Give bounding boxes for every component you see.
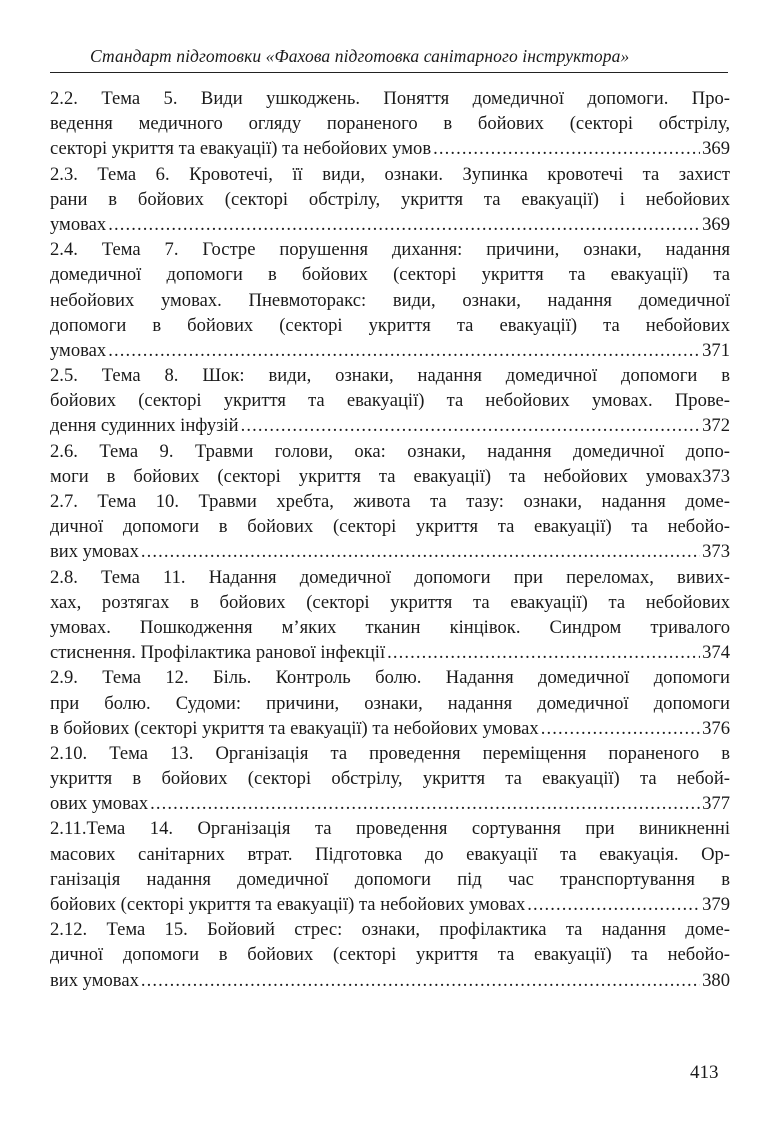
- toc-line: [50, 388, 730, 413]
- toc-line: [50, 766, 730, 791]
- toc-line-text: в бойових (секторі укриття та евакуації) та небойових умовах: [50, 717, 539, 739]
- toc-line-text: 2.5. Тема 8. Шок: види, ознаки, надання домедичної допомоги в: [50, 365, 730, 387]
- toc-page-number: 369: [702, 138, 730, 160]
- toc-page-number: 374: [702, 642, 730, 664]
- dot-leader: [141, 968, 700, 993]
- toc-line-text: 2.9. Тема 12. Біль. Контроль болю. Надання домедичної допомоги: [50, 667, 730, 689]
- toc-page-number: 369: [702, 213, 730, 235]
- toc-line-text: 2.7. Тема 10. Травми хребта, живота та тазу: ознаки, надання доме-: [50, 491, 730, 512]
- dot-leader: [150, 791, 700, 816]
- toc-line-text: при болю. Судоми: причини, ознаки, надання домедичної допомоги: [50, 692, 730, 714]
- toc-line-text: допомоги в бойових (секторі укриття та евакуації) та небойових: [50, 314, 730, 336]
- toc-line-text: укриття в бойових (секторі обстрілу, укриття та евакуації) та небой-: [50, 768, 730, 790]
- dot-leader: [387, 640, 700, 665]
- toc-line-text: секторі укриття та евакуації) та небойових умов: [50, 138, 432, 160]
- toc-line-text: умовах. Пошкодження м’яких тканин кінцівок. Синдром тривалого: [50, 616, 730, 638]
- toc-line-text: вих умовах: [50, 969, 139, 991]
- toc-page-number: 372: [702, 415, 730, 437]
- toc-line: [50, 640, 730, 665]
- toc-line: [50, 892, 730, 917]
- toc-line: [50, 86, 730, 111]
- toc-line: [50, 741, 730, 766]
- toc-line-text: дення судинних інфузій: [50, 415, 239, 437]
- toc-line: [50, 867, 730, 892]
- running-header: [50, 40, 728, 73]
- toc-line-text: моги в бойових (секторі укриття та евакуації) та небойових умовах373: [50, 465, 730, 487]
- toc-line: [50, 212, 730, 237]
- toc-line-text: 2.11.Тема 14. Організація та проведення сортування при виникненні: [50, 818, 730, 840]
- toc-line: [50, 363, 730, 388]
- dot-leader: [527, 892, 700, 917]
- toc-line-text: стиснення. Профілактика ранової інфекції: [50, 642, 386, 664]
- toc-line-text: 2.4. Тема 7. Гостре порушення дихання: причини, ознаки, надання: [50, 239, 730, 261]
- toc-entry: [50, 86, 730, 162]
- table-of-contents: [50, 86, 730, 993]
- toc-line: [50, 288, 730, 313]
- dot-leader: [241, 413, 700, 438]
- dot-leader: [108, 212, 700, 237]
- toc-line: [50, 691, 730, 716]
- toc-line-text: 2.6. Тема 9. Травми голови, ока: ознаки, надання домедичної допо-: [50, 440, 730, 462]
- toc-line-text: ведення медичного огляду пораненого в бойових (секторі обстрілу,: [50, 113, 730, 135]
- toc-entry: [50, 489, 730, 565]
- toc-line-text: ганізація надання домедичної допомоги під час транспортування в: [50, 868, 730, 890]
- toc-line-text: вих умовах: [50, 541, 139, 563]
- toc-line-text: хах, розтягах в бойових (секторі укриття та евакуації) та небойових: [50, 591, 730, 613]
- toc-page-number: 377: [702, 793, 730, 815]
- toc-line: [50, 187, 730, 212]
- toc-line: [50, 338, 730, 363]
- toc-line: [50, 136, 730, 161]
- toc-line-text: 2.2. Тема 5. Види ушкоджень. Поняття домедичної допомоги. Про-: [50, 88, 730, 109]
- toc-entry: [50, 816, 730, 917]
- toc-line-text: небойових умовах. Пневмоторакс: види, ознаки, надання домедичної: [50, 289, 730, 311]
- toc-line: [50, 514, 730, 539]
- toc-line: [50, 917, 730, 942]
- toc-line: [50, 791, 730, 816]
- toc-entry: [50, 439, 730, 489]
- toc-page-number: 379: [702, 894, 730, 915]
- toc-line: [50, 489, 730, 514]
- toc-line: [50, 237, 730, 262]
- toc-entry: [50, 565, 730, 666]
- toc-line-text: 2.10. Тема 13. Організація та проведення переміщення пораненого в: [50, 742, 730, 764]
- toc-line-text: ових умовах: [50, 793, 149, 815]
- toc-entry: [50, 237, 730, 363]
- toc-line: [50, 439, 730, 464]
- toc-page-number: 371: [702, 339, 730, 361]
- toc-line-text: бойових (секторі укриття та евакуації) та небойових умовах. Прове-: [50, 390, 730, 412]
- toc-page-number: 380: [702, 969, 730, 991]
- dot-leader: [141, 539, 700, 564]
- toc-line: [50, 590, 730, 615]
- toc-entry: [50, 741, 730, 817]
- toc-line: [50, 464, 730, 489]
- toc-page-number: 376: [702, 717, 730, 739]
- toc-line-text: масових санітарних втрат. Підготовка до евакуації та евакуація. Ор-: [50, 843, 730, 865]
- toc-line-text: бойових (секторі укриття та евакуації) та небойових умовах: [50, 894, 526, 915]
- toc-line-text: умовах: [50, 213, 107, 235]
- toc-line: [50, 816, 730, 841]
- toc-line: [50, 842, 730, 867]
- toc-entry: [50, 162, 730, 238]
- toc-line: [50, 716, 730, 741]
- toc-line-text: дичної допомоги в бойових (секторі укриття та евакуації) та небойо-: [50, 944, 730, 966]
- toc-line: [50, 539, 730, 564]
- toc-line: [50, 942, 730, 967]
- toc-line-text: умовах: [50, 339, 107, 361]
- dot-leader: [108, 338, 700, 363]
- toc-line: [50, 313, 730, 338]
- toc-line: [50, 665, 730, 690]
- toc-entry: [50, 363, 730, 439]
- toc-page-number: 373: [702, 541, 730, 563]
- toc-line: [50, 162, 730, 187]
- dot-leader: [433, 136, 700, 161]
- toc-line-text: рани в бойових (секторі обстрілу, укриття та евакуації) і небойових: [50, 188, 730, 210]
- toc-line-text: 2.3. Тема 6. Кровотечі, її види, ознаки. Зупинка кровотечі та захист: [50, 163, 730, 185]
- toc-line-text: 2.12. Тема 15. Бойовий стрес: ознаки, профілактика та надання доме-: [50, 919, 730, 941]
- toc-line: [50, 968, 730, 993]
- toc-entry: [50, 917, 730, 993]
- running-title: Стандарт підготовки «Фахова підготовка санітарного інструктора»: [90, 46, 630, 66]
- toc-line-text: дичної допомоги в бойових (секторі укриття та евакуації) та небойо-: [50, 516, 730, 538]
- toc-line-text: 2.8. Тема 11. Надання домедичної допомоги при переломах, вивих-: [50, 566, 730, 588]
- toc-line: [50, 615, 730, 640]
- toc-line: [50, 565, 730, 590]
- toc-line: [50, 262, 730, 287]
- toc-line: [50, 413, 730, 438]
- dot-leader: [541, 716, 700, 741]
- toc-entry: [50, 665, 730, 741]
- toc-line: [50, 111, 730, 136]
- toc-line-text: домедичної допомоги в бойових (секторі укриття та евакуації) та: [50, 264, 730, 286]
- page-number: 413: [690, 1062, 719, 1083]
